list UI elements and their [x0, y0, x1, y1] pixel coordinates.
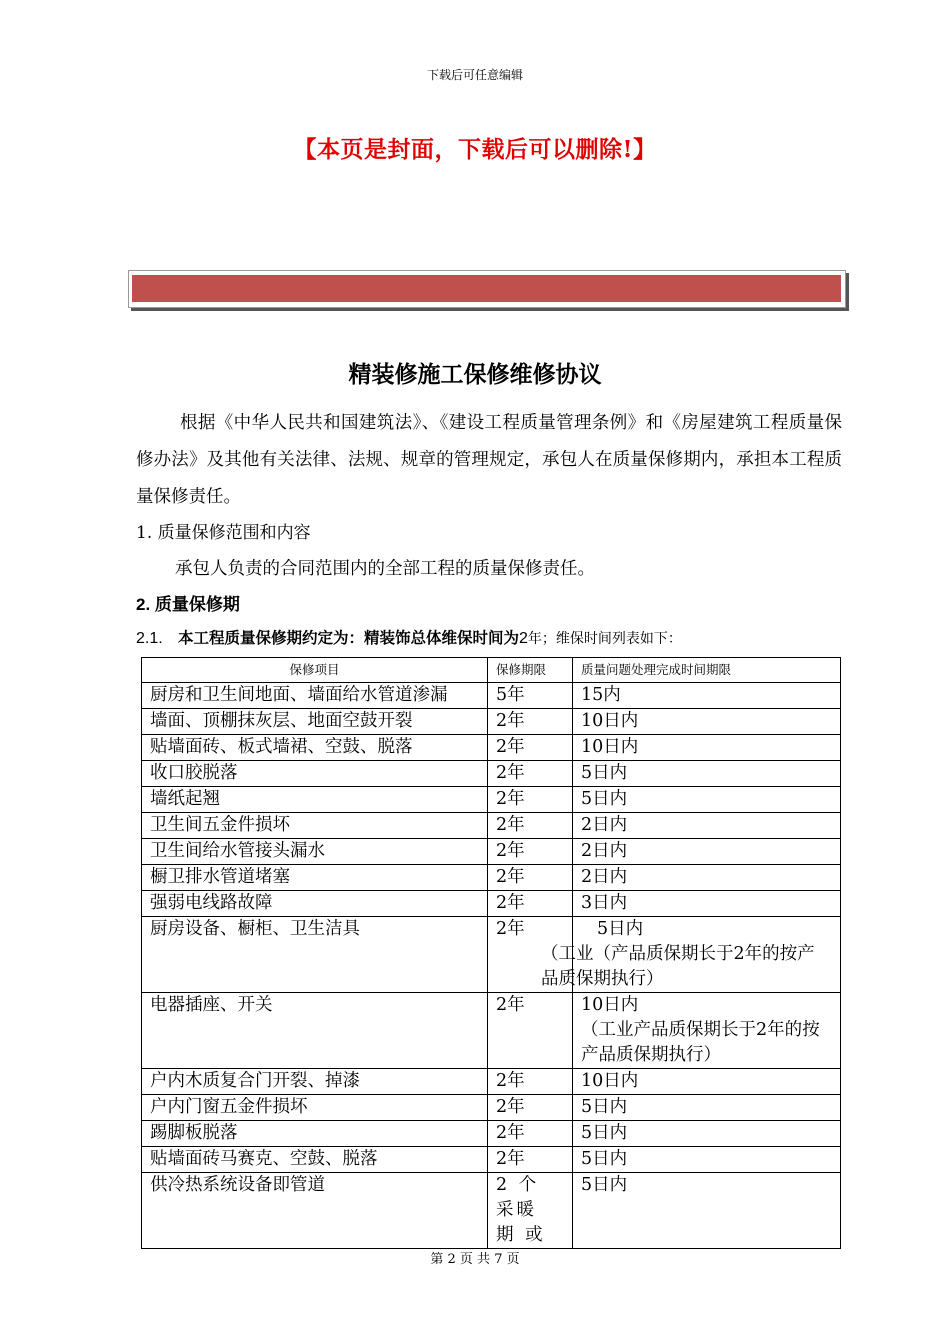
- table-row: [142, 813, 841, 839]
- section-2-1-number: 2.1.: [136, 630, 163, 647]
- section-2-1-years: 2: [518, 630, 528, 647]
- cover-notice: 【本页是封面，下载后可以删除!】: [293, 136, 657, 163]
- row-period: 2年: [488, 709, 573, 735]
- banner-fill: [132, 275, 841, 302]
- section-2-heading: 2. 质量保修期: [136, 595, 240, 614]
- table-row: [142, 683, 841, 709]
- section-1-heading: 1. 质量保修范围和内容: [136, 523, 311, 543]
- row-deadline: 3日内: [573, 891, 841, 917]
- row-period: 2年: [488, 839, 573, 865]
- table-row: [142, 1095, 841, 1121]
- table-row: [142, 993, 841, 1069]
- row-period: 2年: [488, 1095, 573, 1121]
- table-row: [142, 1147, 841, 1173]
- table-row: [142, 709, 841, 735]
- section-2-1-tail: 年；维保时间列表如下：: [527, 631, 682, 647]
- row-item: 踢脚板脱落: [142, 1121, 488, 1147]
- row-item: 墙纸起翘: [142, 787, 488, 813]
- row-item: 厨房和卫生间地面、墙面给水管道渗漏: [142, 683, 488, 709]
- table-row: [142, 761, 841, 787]
- row-item: 电器插座、开关: [142, 993, 488, 1069]
- row-deadline-note: （工业产品质保期长于2年的按产品质保期执行）: [581, 1020, 820, 1065]
- row-period: 2 个 采暖 期 或: [488, 1173, 573, 1249]
- table-row: [142, 1173, 841, 1249]
- document-title: 精装修施工保修维修协议: [348, 361, 602, 388]
- warranty-table: [141, 657, 841, 1249]
- row-deadline: 10日内: [581, 995, 639, 1015]
- row-deadline: 5日内: [573, 761, 841, 787]
- row-period: 2年: [488, 865, 573, 891]
- row-period: 2年: [488, 761, 573, 787]
- row-period: 2年: [488, 1121, 573, 1147]
- table-row: [142, 917, 841, 993]
- row-deadline-cell: [541, 917, 841, 993]
- row-deadline-note: （工业（产品质保期长于2年的按产品质保期执行）: [541, 944, 815, 989]
- row-deadline: 15内: [573, 683, 841, 709]
- row-period: 5年: [488, 683, 573, 709]
- row-deadline: 5日内: [573, 1173, 841, 1249]
- table-row: [142, 891, 841, 917]
- row-item: 收口胶脱落: [142, 761, 488, 787]
- page-footer: 第 2 页 共 7 页: [430, 1252, 520, 1267]
- table-header-row: [142, 658, 841, 683]
- table-row: [142, 735, 841, 761]
- row-period: 2年: [488, 813, 573, 839]
- table-row: [142, 1121, 841, 1147]
- row-period: 2年: [488, 891, 573, 917]
- row-deadline: 2日内: [573, 813, 841, 839]
- section-2-1-bold-text: 本工程质量保修期约定为：精装饰总体维保时间为: [177, 629, 519, 647]
- row-deadline: 10日内: [573, 735, 841, 761]
- table-row: [142, 1069, 841, 1095]
- table-row: [142, 839, 841, 865]
- row-deadline: 5日内: [573, 787, 841, 813]
- row-item: 卫生间给水管接头漏水: [142, 839, 488, 865]
- row-deadline-cell: [573, 993, 841, 1069]
- table-row: [142, 787, 841, 813]
- row-deadline: 5日内: [573, 1095, 841, 1121]
- row-item: 强弱电线路故障: [142, 891, 488, 917]
- row-period: 2年: [488, 735, 573, 761]
- header-item: 保修项目: [142, 658, 488, 683]
- row-item: 墙面、顶棚抹灰层、地面空鼓开裂: [142, 709, 488, 735]
- row-period: 2年: [488, 787, 573, 813]
- header-deadline: 质量问题处理完成时间期限: [573, 658, 841, 683]
- row-deadline: 5日内: [573, 1147, 841, 1173]
- section-2-1: [136, 626, 682, 648]
- row-item: 供冷热系统设备即管道: [142, 1173, 488, 1249]
- section-1-body: 承包人负责的合同范围内的全部工程的质量保修责任。: [175, 559, 595, 579]
- row-item: 厨房设备、橱柜、卫生洁具: [142, 917, 488, 993]
- row-period: 2年: [488, 1069, 573, 1095]
- header-period: 保修期限: [488, 658, 573, 683]
- row-deadline: 2日内: [573, 865, 841, 891]
- row-deadline: 10日内: [573, 709, 841, 735]
- row-deadline: 10日内: [573, 1069, 841, 1095]
- row-deadline: 5日内: [573, 1121, 841, 1147]
- row-deadline: 5日内: [597, 919, 644, 939]
- intro-paragraph: 根据《中华人民共和国建筑法》、《建设工程质量管理条例》和《房屋建筑工程质量保修办法》及其他有关法律、法规、规章的管理规定，承包人在质量保修期内，承担本工程质量保修责任。: [136, 413, 842, 507]
- header-note: 下载后可任意编辑: [426, 68, 523, 82]
- decorative-banner: [128, 270, 846, 308]
- row-period: 2年: [488, 993, 573, 1069]
- row-item: 户内木质复合门开裂、掉漆: [142, 1069, 488, 1095]
- row-item: 橱卫排水管道堵塞: [142, 865, 488, 891]
- row-item: 卫生间五金件损坏: [142, 813, 488, 839]
- row-deadline: 2日内: [573, 839, 841, 865]
- row-period: 2年: [488, 917, 573, 993]
- row-item: 贴墙面砖、板式墙裙、空鼓、脱落: [142, 735, 488, 761]
- row-item: 贴墙面砖马赛克、空鼓、脱落: [142, 1147, 488, 1173]
- row-item: 户内门窗五金件损坏: [142, 1095, 488, 1121]
- table-row: [142, 865, 841, 891]
- row-period: 2年: [488, 1147, 573, 1173]
